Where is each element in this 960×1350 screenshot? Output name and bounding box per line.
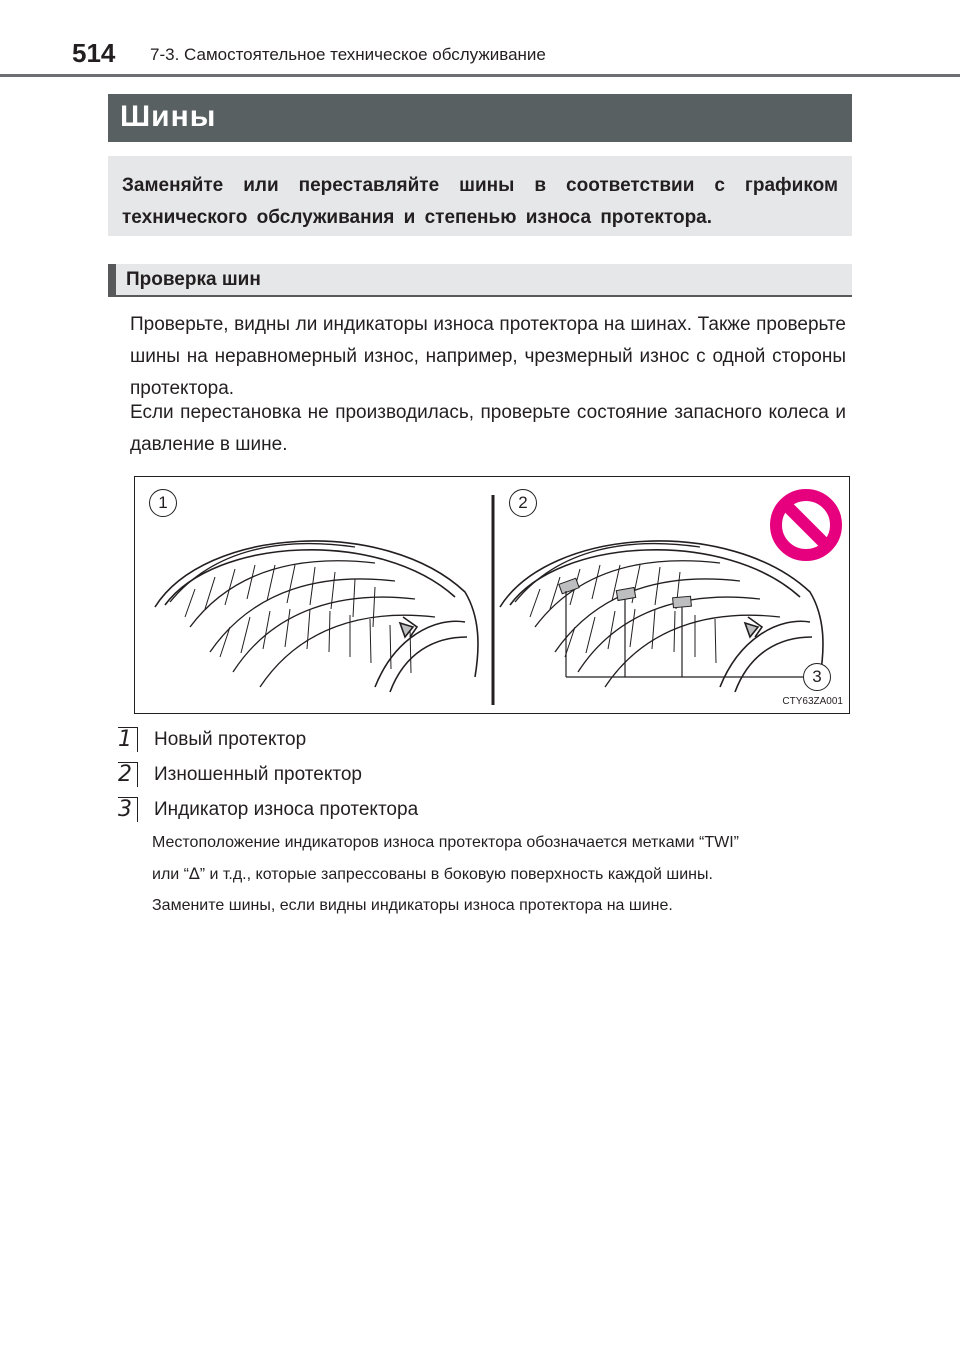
note-text [152, 827, 852, 921]
callout-3: 3 [803, 663, 831, 691]
worn-tread-tire [500, 541, 823, 692]
legend-text: Индикатор износа протектора [154, 799, 419, 820]
paragraph-1: Проверьте, видны ли индикаторы износа протектора на шинах. Также проверьте шины на неравномерный износ, например, чрезмерный износ с одной стороны протектора. [130, 314, 846, 399]
tire-drawing [135, 477, 851, 715]
page-number: 514 [72, 38, 116, 68]
legend-number: 1 [118, 727, 140, 753]
section-heading: Проверка шин [126, 269, 261, 290]
legend-text: Изношенный протектор [154, 764, 362, 785]
tire-illustration [134, 476, 850, 714]
intro-text: Заменяйте или переставляйте шины в соответствии с графиком технического обслуживания и степенью износа протектора. [122, 175, 838, 228]
page-title: Шины [120, 100, 217, 133]
note-line-1: Местоположение индикаторов износа протектора обозначается метками “TWI” [152, 834, 739, 851]
note-line-2-pre: или “ [152, 866, 189, 883]
section-accent [108, 264, 116, 295]
page-title-bar [108, 94, 852, 142]
callout-2: 2 [509, 489, 537, 517]
callout-1: 1 [149, 489, 177, 517]
header-rule [0, 74, 960, 77]
legend-text: Новый протектор [154, 729, 307, 750]
paragraph-2: Если перестановка не производилась, проверьте состояние запасного колеса и давление в шине. [130, 402, 846, 455]
new-tread-tire [155, 541, 478, 692]
note-line-3: Замените шины, если видны индикаторы износа протектора на шине. [152, 897, 673, 914]
intro-box [108, 156, 852, 236]
legend-number: 2 [118, 762, 140, 788]
running-header: 7-3. Самостоятельное техническое обслуживание [150, 45, 546, 64]
note-line-2-post: ” и т.д., которые запрессованы в боковую поверхность каждой шины. [199, 866, 713, 883]
prohibited-icon [776, 495, 836, 555]
section-heading-bar [108, 264, 852, 297]
figure-code: CTY63ZA001 [782, 696, 843, 707]
triangle-mark-icon: ∆ [188, 864, 200, 883]
legend-number: 3 [118, 797, 140, 823]
